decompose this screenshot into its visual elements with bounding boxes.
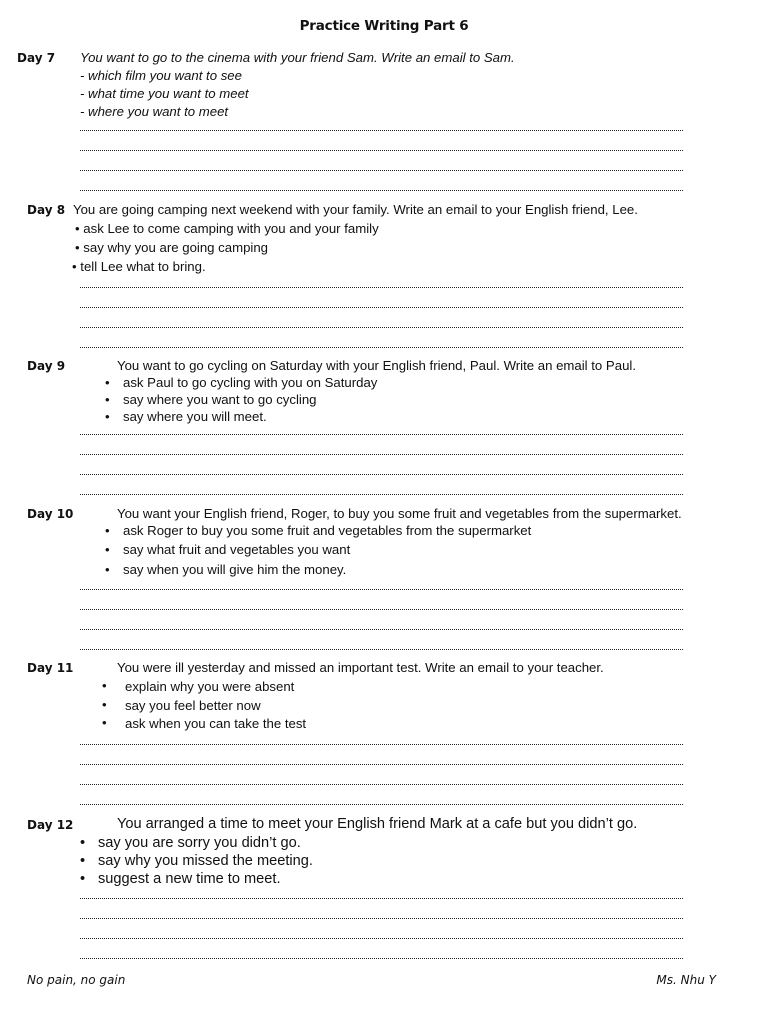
writing-line xyxy=(80,744,683,745)
task-point: say where you will meet. xyxy=(123,409,267,424)
writing-line xyxy=(80,804,683,805)
writing-line xyxy=(80,589,683,590)
task-point: • tell Lee what to bring. xyxy=(72,259,206,274)
task-prompt: You arranged a time to meet your English friend Mark at a cafe but you didn’t go. xyxy=(117,816,638,832)
writing-line xyxy=(80,764,683,765)
task-point: explain why you were absent xyxy=(125,679,295,694)
task-point: say what fruit and vegetables you want xyxy=(123,542,351,557)
writing-line xyxy=(80,784,683,785)
writing-line xyxy=(80,609,683,610)
task-prompt: You want to go to the cinema with your friend Sam. Write an email to Sam. xyxy=(80,50,515,65)
writing-line xyxy=(80,434,683,435)
task-point: - where you want to meet xyxy=(80,104,229,119)
bullet: • xyxy=(105,409,110,424)
writing-line xyxy=(80,898,683,899)
writing-line xyxy=(80,918,683,919)
task-point: say you are sorry you didn’t go. xyxy=(98,835,301,851)
writing-line xyxy=(80,938,683,939)
footer-author: Ms. Nhu Y xyxy=(656,973,716,987)
day-label: Day 8 xyxy=(27,203,66,217)
writing-line xyxy=(80,327,683,328)
task-prompt: You are going camping next weekend with your family. Write an email to your English friend, Lee. xyxy=(73,202,638,217)
task-point: • say why you are going camping xyxy=(75,240,269,255)
bullet: • xyxy=(105,523,110,538)
bullet: • xyxy=(105,375,110,390)
writing-line xyxy=(80,629,683,630)
task-point: • ask Lee to come camping with you and your family xyxy=(75,221,379,236)
bullet: • xyxy=(105,562,110,577)
writing-line xyxy=(80,474,683,475)
task-point: - what time you want to meet xyxy=(80,86,249,101)
day-label: Day 10 xyxy=(27,507,74,521)
task-prompt: You want your English friend, Roger, to buy you some fruit and vegetables from the supermarket. xyxy=(117,506,682,521)
bullet: • xyxy=(102,697,107,712)
bullet: • xyxy=(105,542,110,557)
writing-line xyxy=(80,454,683,455)
task-point: say where you want to go cycling xyxy=(123,392,317,407)
task-prompt: You want to go cycling on Saturday with your English friend, Paul. Write an email to Paul. xyxy=(117,358,636,373)
page-title: Practice Writing Part 6 xyxy=(299,18,469,34)
writing-line xyxy=(80,287,683,288)
task-point: say when you will give him the money. xyxy=(123,562,347,577)
task-point: suggest a new time to meet. xyxy=(98,871,281,887)
writing-line xyxy=(80,494,683,495)
writing-line xyxy=(80,130,683,131)
writing-line xyxy=(80,190,683,191)
writing-line xyxy=(80,307,683,308)
day-label: Day 11 xyxy=(27,661,74,675)
task-point: ask Paul to go cycling with you on Saturday xyxy=(123,375,378,390)
day-label: Day 12 xyxy=(27,818,74,832)
bullet: • xyxy=(102,715,107,730)
writing-line xyxy=(80,958,683,959)
task-point: ask Roger to buy you some fruit and vegetables from the supermarket xyxy=(123,523,532,538)
footer-motto: No pain, no gain xyxy=(27,973,126,987)
day-label: Day 9 xyxy=(27,359,66,373)
writing-line xyxy=(80,150,683,151)
task-point: say why you missed the meeting. xyxy=(98,853,313,869)
task-point: ask when you can take the test xyxy=(125,716,307,731)
bullet: • xyxy=(105,392,110,407)
day-label: Day 7 xyxy=(17,51,56,65)
bullet: • xyxy=(102,678,107,693)
bullet: • xyxy=(80,871,86,887)
task-point: - which film you want to see xyxy=(80,68,242,83)
bullet: • xyxy=(80,835,86,851)
task-prompt: You were ill yesterday and missed an important test. Write an email to your teacher. xyxy=(117,660,604,675)
task-point: say you feel better now xyxy=(125,698,261,713)
writing-line xyxy=(80,170,683,171)
writing-line xyxy=(80,649,683,650)
bullet: • xyxy=(80,853,86,869)
writing-line xyxy=(80,347,683,348)
